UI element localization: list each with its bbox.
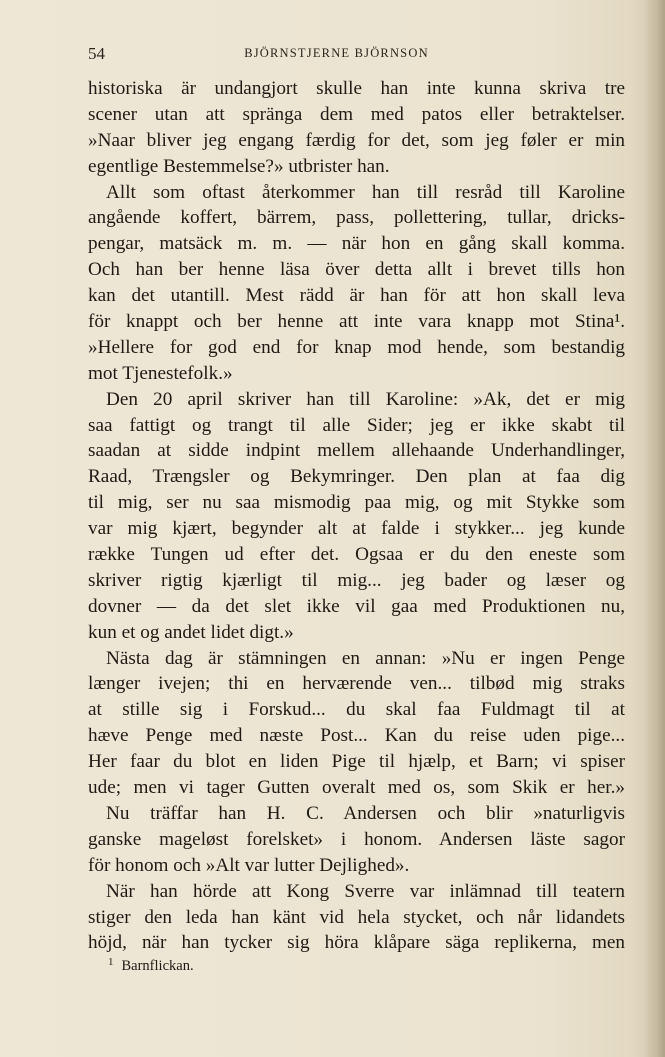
text-line: pengar, matsäck m. m. — när hon en gång skall komma.	[88, 233, 625, 255]
text-line: saa fattigt og trangt til alle Sider; jeg er ikke skabt til	[88, 414, 625, 436]
text-line: historiska är undangjort skulle han inte kunna skriva tre	[88, 78, 625, 99]
text-line: mot Tjenestefolk.»	[88, 362, 233, 384]
text-line: stiger den leda han känt vid hela stycket, och når lidandets	[88, 906, 625, 928]
text-line: kun et og andet lidet digt.»	[88, 621, 294, 643]
text-line: dovner — da det slet ikke vil gaa med Produktionen nu,	[88, 595, 625, 617]
page-header	[88, 44, 625, 68]
text-line: Den 20 april skriver han till Karoline: »Ak, det er mig	[106, 388, 625, 410]
text-line: ude; men vi tager Gutten overalt med os, som Skik er her.»	[88, 777, 625, 799]
text-line: hæve Penge med næste Post... Kan du reise uden pige...	[88, 725, 625, 747]
footnote-text: Barnflickan.	[121, 958, 194, 974]
text-line: Nu träffar han H. C. Andersen och blir »naturligvis	[106, 802, 625, 824]
page-edge-shadow	[643, 0, 665, 1057]
text-line: kan det utantill. Mest rädd är han för att hon skall leva	[88, 285, 625, 307]
footnote-marker: 1	[108, 956, 114, 968]
text-line: egentlige Bestemmelse?» utbrister han.	[88, 155, 390, 177]
footnote	[108, 956, 194, 975]
text-line: Allt som oftast återkommer han till resråd till Karoline	[106, 181, 625, 203]
text-line: för knappt och ber henne att inte vara knapp mot Stina¹.	[88, 311, 625, 333]
text-line: scener utan att spränga dem med patos eller betraktelser.	[88, 103, 625, 125]
text-line: var mig kjært, begynder alt at falde i stykker... jeg kunde	[88, 518, 625, 540]
text-line: När han hörde att Kong Sverre var inlämnad till teatern	[106, 880, 625, 902]
text-line: angående koffert, bärrem, pass, pollettering, tullar, dricks-	[88, 207, 625, 229]
text-line: höjd, när han tycker sig höra klåpare säga replikerna, men	[88, 932, 625, 954]
text-line: Her faar du blot en liden Pige til hjælp, et Barn; vi spiser	[88, 751, 625, 773]
text-line: skriver rigtig kjærligt til mig... jeg bader og læser og	[88, 569, 625, 591]
text-line: Nästa dag är stämningen en annan: »Nu er ingen Penge	[106, 647, 625, 669]
text-line: række Tungen ud efter det. Ogsaa er du den eneste som	[88, 544, 625, 566]
text-line: til mig, ser nu saa mismodig paa mig, og mit Stykke som	[88, 492, 625, 514]
text-line: ganske mageløst forelsket» i honom. Andersen läste sagor	[88, 828, 625, 850]
running-head: BJÖRNSTJERNE BJÖRNSON	[244, 46, 429, 60]
text-line: för honom och »Alt var lutter Dejlighed».	[88, 854, 410, 876]
text-line: Raad, Trængsler og Bekymringer. Den plan at faa dig	[88, 466, 625, 488]
text-line: Och han ber henne läsa över detta allt i brevet tills hon	[88, 259, 625, 281]
text-line: saadan at sidde indpint mellem allehaande Underhandlinger,	[88, 440, 625, 462]
page-number: 54	[88, 44, 105, 63]
text-line: »Naar bliver jeg engang færdig for det, som jeg føler er min	[88, 129, 625, 151]
text-line: længer ivejen; thi en herværende ven... tilbød mig straks	[88, 673, 625, 695]
text-line: at stille sig i Forskud... du skal faa Fuldmagt til at	[88, 699, 625, 721]
body-text	[88, 76, 625, 956]
text-line: »Hellere for god end for knap mod hende, som bestandig	[88, 336, 625, 358]
